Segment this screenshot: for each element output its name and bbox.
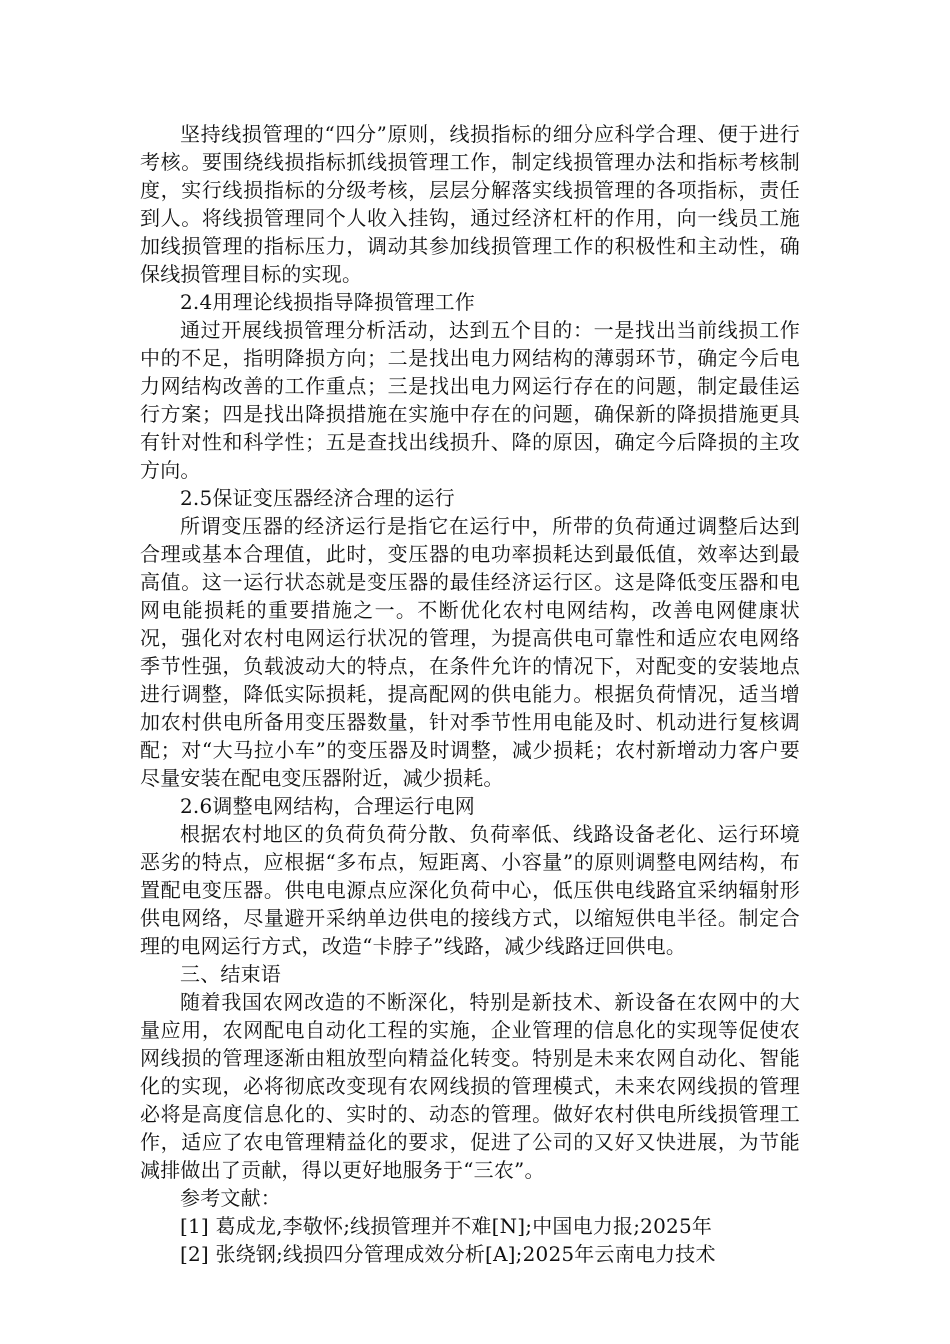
paragraph-line-loss-principle: 坚持线损管理的“四分”原则，线损指标的细分应科学合理、便于进行考核。要围绕线损指标抓线损管理工作，制定线损管理办法和指标考核制度，实行线损指标的分级考核，层层分解落实线损管理的各项指标，责任到人。将线损管理同个人收入挂钩，通过经济杠杆的作用，向一线员工施加线损管理的指标压力，调动其参加线损管理工作的积极性和主动性，确保线损管理目标的实现。 xyxy=(140,122,800,286)
paragraph-transformer-operation: 所谓变压器的经济运行是指它在运行中，所带的负荷通过调整后达到合理或基本合理值，此时，变压器的电功率损耗达到最低值，效率达到最高值。这一运行状态就是变压器的最佳经济运行区。这是降低变压器和电网电能损耗的重要措施之一。不断优化农村电网结构，改善电网健康状况，强化对农村电网运行状况的管理，为提高供电可靠性和适应农电网络季节性强，负载波动大的特点，在条件允许的情况下，对配变的安装地点进行调整，降低实际损耗，提高配网的供电能力。根据负荷情况，适当增加农村供电所备用变压器数量，针对季节性用电能及时、机动进行复核调配；对“大马拉小车”的变压器及时调整，减少损耗；农村新增动力客户要尽量安装在配电变压器附近，减少损耗。 xyxy=(140,514,800,790)
section-heading-conclusion: 三、结束语 xyxy=(180,962,281,986)
reference-item-2: [2] 张绕钢;线损四分管理成效分析[A];2025年云南电力技术 xyxy=(180,1242,716,1266)
paragraph-grid-structure: 根据农村地区的负荷负荷分散、负荷率低、线路设备老化、运行环境恶劣的特点，应根据“多布点，短距离、小容量”的原则调整电网结构，布置配电变压器。供电电源点应深化负荷中心，低压供电线路宜采纳辐射形供电网络，尽量避开采纳单边供电的接线方式，以缩短供电半径。制定合理的电网运行方式，改造“卡脖子”线路，减少线路迂回供电。 xyxy=(140,822,800,958)
reference-item-1: [1] 葛成龙,李敬怀;线损管理并不难[N];中国电力报;2025年 xyxy=(180,1214,713,1238)
paragraph-loss-analysis: 通过开展线损管理分析活动，达到五个目的：一是找出当前线损工作中的不足，指明降损方向；二是找出电力网结构的薄弱环节，确定今后电力网结构改善的工作重点；三是找出电力网运行存在的问题，制定最佳运行方案；四是找出降损措施在实施中存在的问题，确保新的降损措施更具有针对性和科学性；五是查找出线损升、降的原因，确定今后降损的主攻方向。 xyxy=(140,318,800,482)
section-heading-2-6: 2.6调整电网结构，合理运行电网 xyxy=(180,794,476,818)
section-heading-2-5: 2.5保证变压器经济合理的运行 xyxy=(180,486,455,510)
references-title: 参考文献： xyxy=(180,1186,281,1210)
paragraph-conclusion: 随着我国农网改造的不断深化，特别是新技术、新设备在农网中的大量应用，农网配电自动化工程的实施，企业管理的信息化的实现等促使农网线损的管理逐渐由粗放型向精益化转变。特别是未来农网自动化、智能化的实现，必将彻底改变现有农网线损的管理模式，未来农网线损的管理必将是高度信息化的、实时的、动态的管理。做好农村供电所线损管理工作，适应了农电管理精益化的要求，促进了公司的又好又快进展，为节能减排做出了贡献，得以更好地服务于“三农”。 xyxy=(140,990,800,1182)
document-body xyxy=(140,120,800,1268)
section-heading-2-4: 2.4用理论线损指导降损管理工作 xyxy=(180,290,476,314)
